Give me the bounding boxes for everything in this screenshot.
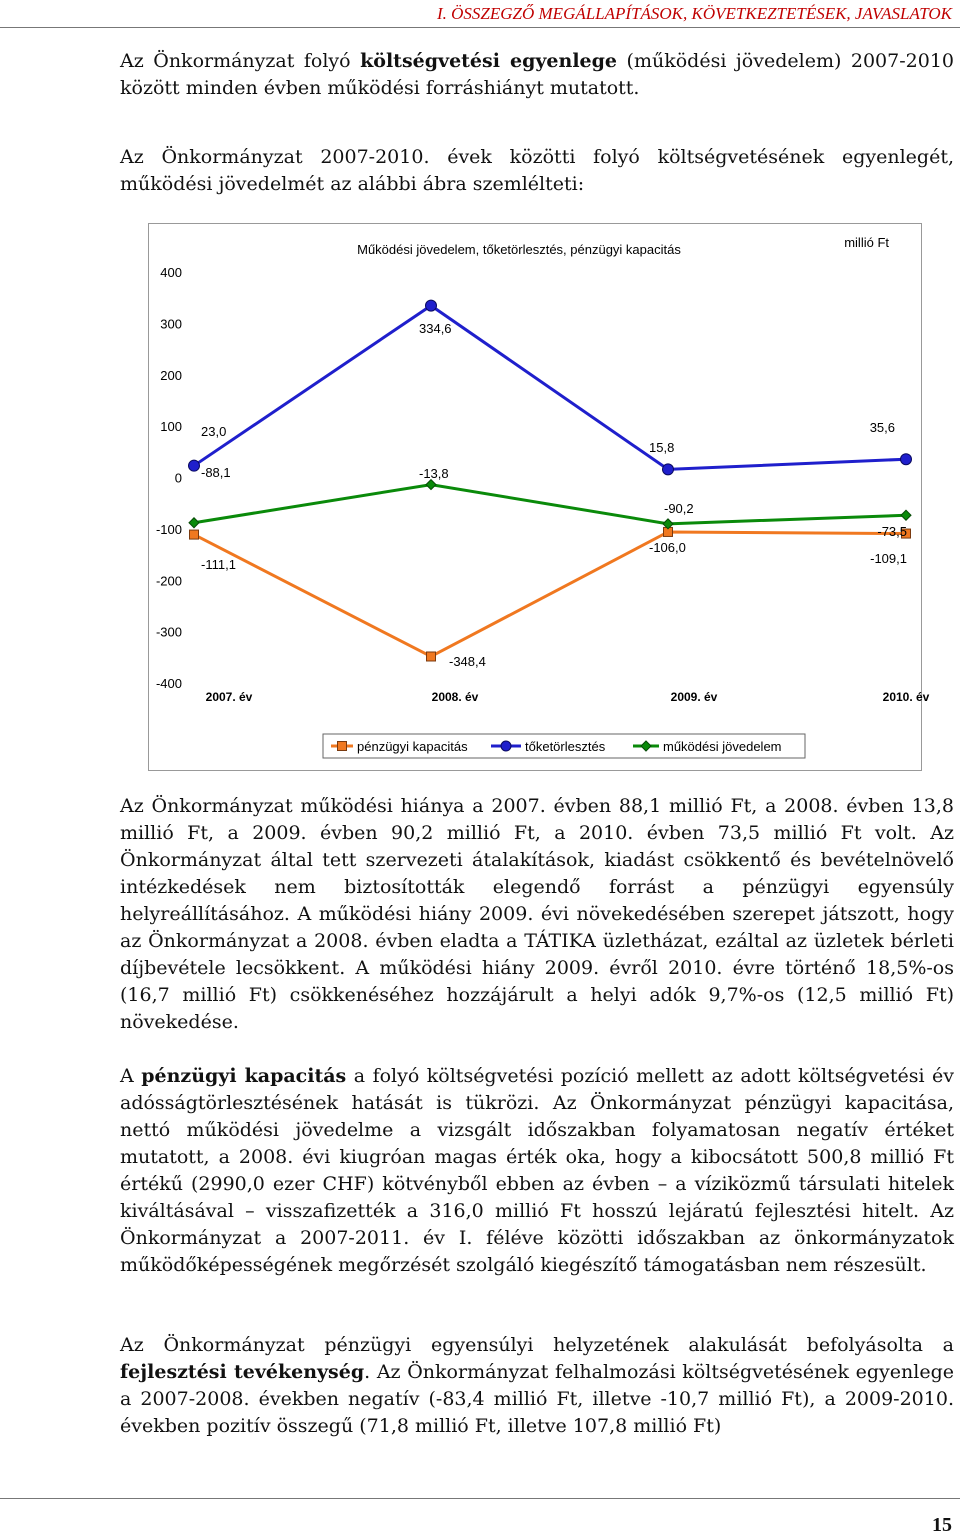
chart-unit-label: millió Ft bbox=[844, 235, 889, 250]
legend-label: tőketörlesztés bbox=[525, 739, 606, 754]
chapter-title: I. ÖSSZEGZŐ MEGÁLLAPÍTÁSOK, KÖVETKEZTETÉSEK, JAVASLATOK bbox=[436, 4, 952, 23]
y-tick-label: 0 bbox=[174, 470, 182, 486]
paragraph-1 bbox=[120, 48, 954, 102]
line-chart bbox=[148, 223, 930, 771]
paragraph-5 bbox=[120, 1332, 954, 1440]
data-label: -88,1 bbox=[201, 465, 231, 480]
data-label: 334,6 bbox=[419, 321, 452, 336]
paragraph-2: Az Önkormányzat 2007-2010. évek közötti folyó költségvetésének egyenlegét, működési jövedelmét az alábbi ábra szemlélteti: bbox=[120, 146, 954, 195]
data-label: 35,6 bbox=[869, 420, 895, 435]
header-divider bbox=[0, 27, 960, 28]
data-point-circle bbox=[426, 300, 437, 311]
data-label: -73,5 bbox=[877, 524, 907, 539]
page-number: 15 bbox=[932, 1514, 952, 1536]
p4-bold: pénzügyi kapacitás bbox=[141, 1065, 347, 1087]
p1-text-end: (működési jövedelem) 2007-2010 között minden évben működési forráshiányt mutatott. bbox=[120, 50, 955, 99]
p5-text-end: . Az Önkormányzat felhalmozási költségvetésének egyenlege a 2007-2008. években negatív (-83,4 millió Ft, illetve -10,7 millió Ft), a 2009-2010. években pozitív összegű (71,8 millió Ft, illetve 107,8 millió Ft) bbox=[120, 1361, 954, 1437]
legend-label: működési jövedelem bbox=[663, 739, 782, 754]
legend-label: pénzügyi kapacitás bbox=[357, 739, 468, 754]
data-point-diamond bbox=[901, 510, 911, 520]
x-tick-label: 2009. év bbox=[670, 690, 718, 704]
data-point-circle bbox=[663, 464, 674, 475]
chart-title: Működési jövedelem, tőketörlesztés, pénzügyi kapacitás bbox=[357, 242, 681, 257]
data-label: -90,2 bbox=[664, 501, 694, 516]
y-tick-label: -300 bbox=[155, 624, 182, 640]
y-tick-label: -200 bbox=[155, 573, 182, 589]
page-header bbox=[0, 0, 960, 24]
data-label: -106,0 bbox=[649, 540, 686, 555]
y-tick-label: -400 bbox=[155, 676, 182, 691]
series-line bbox=[194, 306, 906, 470]
p4-text-end: a folyó költségvetési pozíció mellett az adott költségvetési év adósságtörlesztésének hatását is tükrözi. Az Önkormányzat pénzügyi kapacitása, nettó működési jövedelme a vizsgált időszakban folyamatosan negatív értéket mutatott, a 2008. évi kiugróan magas érték oka, hogy a kibocsátott 500,8 millió Ft értékű (2990,0 ezer CHF) kötvényből ebben az évben – a víziközmű társulati hitelek kiváltásával – visszafizették a 316,0 millió Ft hosszú lejáratú fejlesztési hitelt. Az Önkormányzat a 2007-2011. év I. féléve közötti időszakban az önkormányzatok működőképességének megőrzését szolgáló kiegészítő támogatásban nem részesült. bbox=[120, 1065, 954, 1276]
p5-text-start: Az Önkormányzat pénzügyi egyensúlyi helyzetének alakulását befolyásolta a bbox=[120, 1334, 954, 1356]
paragraph-3: Az Önkormányzat működési hiánya a 2007. évben 88,1 millió Ft, a 2008. évben 13,8 millió Ft, a 2009. évben 90,2 millió Ft, a 2010. évben 73,5 millió Ft volt. Az Önkormányzat által tett szervezeti átalakítások, kiadást csökkentő és bevételnövelő intézkedések nem biztosították elegendő forrást a pénzügyi egyensúly helyreállításához. A működési hiány 2009. évi növekedésében szerepet játszott, hogy az Önkormányzat a 2008. évben eladta a TÁTIKA üzletházat, ezáltal az üzletek bérleti díjbevétele lecsökkent. A működési hiány 2009. évről 2010. évre történő 18,5%-os (16,7 millió Ft) csökkenéséhez hozzájárult a helyi adók 9,7%-os (12,5 millió Ft) növekedése. bbox=[120, 795, 954, 1033]
p4-text-start: A bbox=[120, 1065, 142, 1087]
data-label: -348,4 bbox=[449, 654, 486, 669]
x-tick-label: 2010. év bbox=[882, 690, 930, 704]
data-label: -13,8 bbox=[419, 466, 449, 481]
y-tick-label: 200 bbox=[160, 367, 182, 383]
data-label: -111,1 bbox=[201, 557, 236, 572]
paragraph-4 bbox=[120, 1063, 954, 1279]
p1-bold: költségvetési egyenlege bbox=[360, 50, 618, 72]
p5-bold: fejlesztési tevékenység bbox=[120, 1361, 365, 1383]
footer-divider bbox=[0, 1498, 960, 1499]
y-tick-label: 100 bbox=[160, 419, 182, 435]
data-point-circle bbox=[901, 454, 912, 465]
x-tick-label: 2007. év bbox=[205, 690, 253, 704]
y-tick-label: 300 bbox=[160, 316, 182, 332]
data-point-circle bbox=[189, 460, 200, 471]
p1-text-start: Az Önkormányzat folyó bbox=[120, 50, 361, 72]
data-label: -109,1 bbox=[870, 551, 907, 566]
x-tick-label: 2008. év bbox=[431, 690, 479, 704]
legend-marker-circle bbox=[501, 741, 511, 751]
y-tick-label: 400 bbox=[160, 265, 182, 280]
data-point-square bbox=[427, 652, 436, 661]
data-point-diamond bbox=[189, 518, 199, 528]
chart-svg bbox=[149, 224, 930, 770]
data-point-diamond bbox=[426, 480, 436, 490]
series-line bbox=[194, 532, 906, 657]
data-point-square bbox=[190, 530, 199, 539]
data-label: 15,8 bbox=[649, 440, 675, 455]
y-tick-label: -100 bbox=[155, 521, 182, 537]
series-line bbox=[194, 485, 906, 524]
legend-marker-square bbox=[338, 742, 347, 751]
data-label: 23,0 bbox=[201, 424, 227, 439]
